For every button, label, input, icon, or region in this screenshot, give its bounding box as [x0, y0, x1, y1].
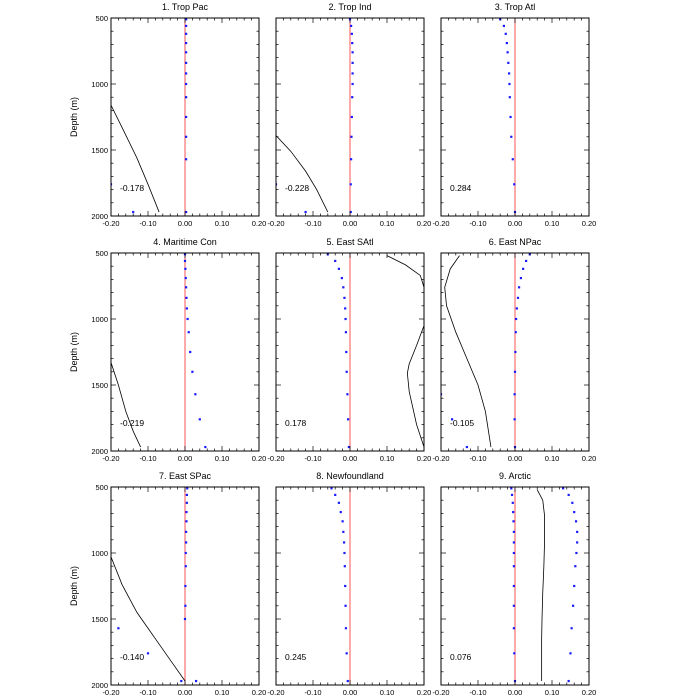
- panel-3: [432, 2, 596, 228]
- panel-6: [432, 237, 596, 463]
- data-point: [569, 652, 571, 654]
- data-point: [511, 494, 513, 496]
- y-tick-label: 2000: [91, 447, 108, 456]
- panel-5: [267, 237, 431, 463]
- x-tick-label: -0.10: [304, 454, 322, 463]
- data-point: [512, 502, 514, 504]
- data-point: [185, 72, 187, 74]
- data-point: [571, 627, 573, 629]
- correlation-label: -0.105: [450, 418, 475, 428]
- panel-7: [69, 471, 266, 697]
- data-point: [189, 351, 191, 353]
- data-point: [513, 531, 515, 533]
- data-point: [568, 494, 570, 496]
- x-tick-label: 0.00: [177, 688, 193, 697]
- data-point: [185, 116, 187, 118]
- correlation-label: 0.245: [285, 652, 307, 662]
- data-point: [132, 211, 134, 213]
- data-point: [186, 307, 188, 309]
- panel-title: 5. East SAtl: [326, 237, 374, 247]
- data-point: [506, 42, 508, 44]
- y-axis-label: Depth (m): [69, 331, 79, 373]
- data-point: [513, 585, 515, 587]
- x-tick-label: 0.20: [416, 454, 432, 463]
- data-point: [576, 531, 578, 533]
- data-point: [185, 565, 187, 567]
- series-curve: [387, 256, 424, 447]
- correlation-label: 0.076: [450, 652, 472, 662]
- data-point: [340, 511, 342, 513]
- y-tick-label: 1500: [91, 146, 108, 155]
- data-point: [505, 33, 507, 35]
- data-point: [185, 25, 187, 27]
- data-point: [350, 136, 352, 138]
- x-tick-label: 0.00: [342, 219, 358, 228]
- panel-4: [69, 237, 266, 463]
- y-tick-label: 2000: [91, 681, 108, 690]
- x-tick-label: 0.10: [379, 454, 395, 463]
- data-point: [184, 618, 186, 620]
- data-point: [351, 51, 353, 53]
- data-point: [351, 42, 353, 44]
- data-point: [512, 520, 514, 522]
- data-layer: [330, 487, 348, 682]
- x-tick-label: -0.20: [102, 454, 120, 463]
- data-point: [517, 297, 519, 299]
- data-point: [184, 260, 186, 262]
- data-point: [344, 605, 346, 607]
- data-point: [520, 277, 522, 279]
- correlation-label: -0.178: [120, 183, 145, 193]
- correlation-label: 0.284: [450, 183, 472, 193]
- data-point: [345, 627, 347, 629]
- x-tick-label: -0.20: [102, 688, 120, 697]
- data-point: [572, 605, 574, 607]
- data-point: [180, 680, 182, 682]
- data-point: [346, 652, 348, 654]
- data-point: [516, 307, 518, 309]
- data-point: [351, 96, 353, 98]
- data-point: [345, 351, 347, 353]
- data-point: [510, 136, 512, 138]
- panel-title: 6. East NPac: [488, 237, 542, 247]
- x-tick-label: -0.10: [469, 688, 487, 697]
- data-point: [341, 277, 343, 279]
- x-tick-label: 0.20: [416, 219, 432, 228]
- y-tick-label: 1000: [91, 549, 108, 558]
- data-point: [344, 585, 346, 587]
- data-point: [507, 62, 509, 64]
- data-point: [186, 494, 188, 496]
- correlation-label: -0.140: [120, 652, 145, 662]
- data-point: [573, 585, 575, 587]
- data-point: [512, 511, 514, 513]
- data-point: [185, 531, 187, 533]
- data-point: [508, 83, 510, 85]
- data-layer: [327, 253, 424, 448]
- data-point: [343, 297, 345, 299]
- x-tick-label: 0.20: [251, 688, 267, 697]
- data-point: [204, 446, 206, 448]
- data-point: [351, 83, 353, 85]
- data-point: [147, 652, 149, 654]
- data-point: [513, 552, 515, 554]
- x-tick-label: 0.00: [342, 688, 358, 697]
- data-point: [351, 33, 353, 35]
- y-tick-label: 1500: [91, 381, 108, 390]
- data-point: [571, 502, 573, 504]
- x-tick-label: 0.10: [214, 219, 230, 228]
- panel-title: 7. East SPac: [158, 471, 212, 481]
- x-tick-label: 0.10: [214, 688, 230, 697]
- data-point: [185, 286, 187, 288]
- data-point: [185, 297, 187, 299]
- x-tick-label: 0.10: [379, 219, 395, 228]
- panel-title: 4. Maritime Con: [153, 237, 217, 247]
- x-tick-label: -0.20: [432, 454, 450, 463]
- x-tick-label: -0.20: [432, 219, 450, 228]
- data-point: [351, 72, 353, 74]
- data-point: [334, 260, 336, 262]
- x-tick-label: 0.10: [544, 688, 560, 697]
- data-point: [344, 565, 346, 567]
- data-point: [350, 183, 352, 185]
- data-point: [466, 446, 468, 448]
- x-tick-label: 0.20: [416, 688, 432, 697]
- data-point: [185, 42, 187, 44]
- data-point: [513, 541, 515, 543]
- data-point: [507, 51, 509, 53]
- data-point: [344, 307, 346, 309]
- data-point: [351, 116, 353, 118]
- x-tick-label: -0.10: [469, 454, 487, 463]
- data-point: [199, 418, 201, 420]
- data-point: [342, 520, 344, 522]
- data-point: [525, 260, 527, 262]
- panel-title: 3. Trop Atl: [494, 2, 536, 12]
- data-point: [185, 83, 187, 85]
- data-point: [185, 277, 187, 279]
- panel-title: 9. Arctic: [498, 471, 532, 481]
- data-point: [346, 371, 348, 373]
- data-point: [574, 565, 576, 567]
- data-point: [513, 565, 515, 567]
- data-point: [186, 502, 188, 504]
- panel-8: [267, 471, 431, 697]
- data-point: [305, 211, 307, 213]
- x-tick-label: -0.20: [267, 219, 285, 228]
- data-point: [515, 331, 517, 333]
- data-layer: [510, 487, 578, 682]
- data-point: [185, 520, 187, 522]
- data-point: [347, 680, 349, 682]
- data-point: [185, 96, 187, 98]
- x-tick-label: 0.00: [507, 219, 523, 228]
- data-point: [186, 318, 188, 320]
- y-axis-label: Depth (m): [69, 565, 79, 607]
- data-point: [573, 511, 575, 513]
- data-point: [512, 158, 514, 160]
- x-tick-label: 0.20: [581, 219, 597, 228]
- data-point: [188, 331, 190, 333]
- data-point: [576, 541, 578, 543]
- data-point: [513, 183, 515, 185]
- data-point: [338, 268, 340, 270]
- data-point: [350, 25, 352, 27]
- panel-2: [267, 2, 431, 228]
- series-curve: [111, 557, 185, 681]
- x-tick-label: -0.10: [469, 219, 487, 228]
- y-axis-label: Depth (m): [69, 96, 79, 138]
- panel-title: 8. Newfoundland: [316, 471, 384, 481]
- panel-title: 2. Trop Ind: [328, 2, 372, 12]
- data-point: [342, 531, 344, 533]
- data-point: [184, 605, 186, 607]
- x-tick-label: -0.10: [139, 454, 157, 463]
- y-tick-label: 1000: [91, 80, 108, 89]
- data-point: [508, 72, 510, 74]
- y-tick-label: 500: [95, 483, 108, 492]
- data-point: [503, 25, 505, 27]
- x-tick-label: -0.10: [139, 688, 157, 697]
- y-tick-label: 1000: [91, 315, 108, 324]
- data-point: [575, 552, 577, 554]
- x-tick-label: 0.20: [251, 219, 267, 228]
- data-point: [330, 487, 332, 489]
- x-tick-label: 0.20: [581, 454, 597, 463]
- data-point: [522, 268, 524, 270]
- data-point: [514, 393, 516, 395]
- data-point: [515, 318, 517, 320]
- x-tick-label: 0.20: [251, 454, 267, 463]
- data-point: [344, 318, 346, 320]
- data-point: [518, 286, 520, 288]
- panel-1: [69, 2, 266, 228]
- panel-title: 1. Trop Pac: [161, 2, 209, 12]
- data-point: [185, 62, 187, 64]
- data-point: [350, 158, 352, 160]
- data-point: [185, 541, 187, 543]
- x-tick-label: -0.10: [304, 219, 322, 228]
- series-curve: [111, 105, 159, 212]
- data-point: [346, 393, 348, 395]
- x-tick-label: 0.00: [177, 454, 193, 463]
- data-point: [185, 158, 187, 160]
- data-point: [185, 511, 187, 513]
- data-point: [185, 33, 187, 35]
- x-tick-label: 0.00: [177, 219, 193, 228]
- y-tick-label: 500: [95, 249, 108, 258]
- x-tick-label: 0.10: [544, 454, 560, 463]
- x-tick-label: 0.10: [379, 688, 395, 697]
- x-tick-label: 0.00: [507, 454, 523, 463]
- data-point: [343, 541, 345, 543]
- data-point: [117, 627, 119, 629]
- data-point: [345, 331, 347, 333]
- correlation-label: -0.228: [285, 183, 310, 193]
- data-point: [184, 585, 186, 587]
- y-tick-label: 2000: [91, 212, 108, 221]
- series-curve: [537, 490, 544, 681]
- data-point: [342, 286, 344, 288]
- data-point: [351, 62, 353, 64]
- data-point: [513, 652, 515, 654]
- x-tick-label: 0.00: [342, 454, 358, 463]
- data-point: [338, 502, 340, 504]
- data-point: [514, 371, 516, 373]
- series-curve: [276, 135, 328, 212]
- x-tick-label: 0.10: [544, 219, 560, 228]
- data-point: [334, 494, 336, 496]
- x-tick-label: 0.20: [581, 688, 597, 697]
- y-tick-label: 1500: [91, 615, 108, 624]
- data-point: [513, 605, 515, 607]
- data-point: [514, 418, 516, 420]
- x-tick-label: -0.20: [267, 454, 285, 463]
- x-tick-label: -0.20: [267, 688, 285, 697]
- y-tick-label: 500: [95, 14, 108, 23]
- data-point: [562, 487, 564, 489]
- data-point: [568, 680, 570, 682]
- x-tick-label: 0.10: [214, 454, 230, 463]
- data-point: [513, 627, 515, 629]
- data-point: [510, 487, 512, 489]
- data-point: [194, 393, 196, 395]
- correlation-label: 0.178: [285, 418, 307, 428]
- correlation-label: -0.219: [120, 418, 145, 428]
- x-tick-label: -0.20: [102, 219, 120, 228]
- data-point: [195, 680, 197, 682]
- series-curve: [111, 363, 141, 447]
- data-point: [347, 418, 349, 420]
- data-point: [185, 136, 187, 138]
- x-tick-label: -0.10: [304, 688, 322, 697]
- data-point: [575, 520, 577, 522]
- x-tick-label: 0.00: [507, 688, 523, 697]
- data-point: [185, 552, 187, 554]
- data-point: [509, 116, 511, 118]
- data-point: [514, 351, 516, 353]
- data-point: [186, 487, 188, 489]
- data-point: [509, 96, 511, 98]
- data-point: [184, 268, 186, 270]
- data-point: [185, 51, 187, 53]
- x-tick-label: -0.20: [432, 688, 450, 697]
- data-layer: [499, 18, 516, 213]
- data-point: [343, 552, 345, 554]
- x-tick-label: -0.10: [139, 219, 157, 228]
- data-point: [191, 371, 193, 373]
- panel-9: [432, 471, 596, 697]
